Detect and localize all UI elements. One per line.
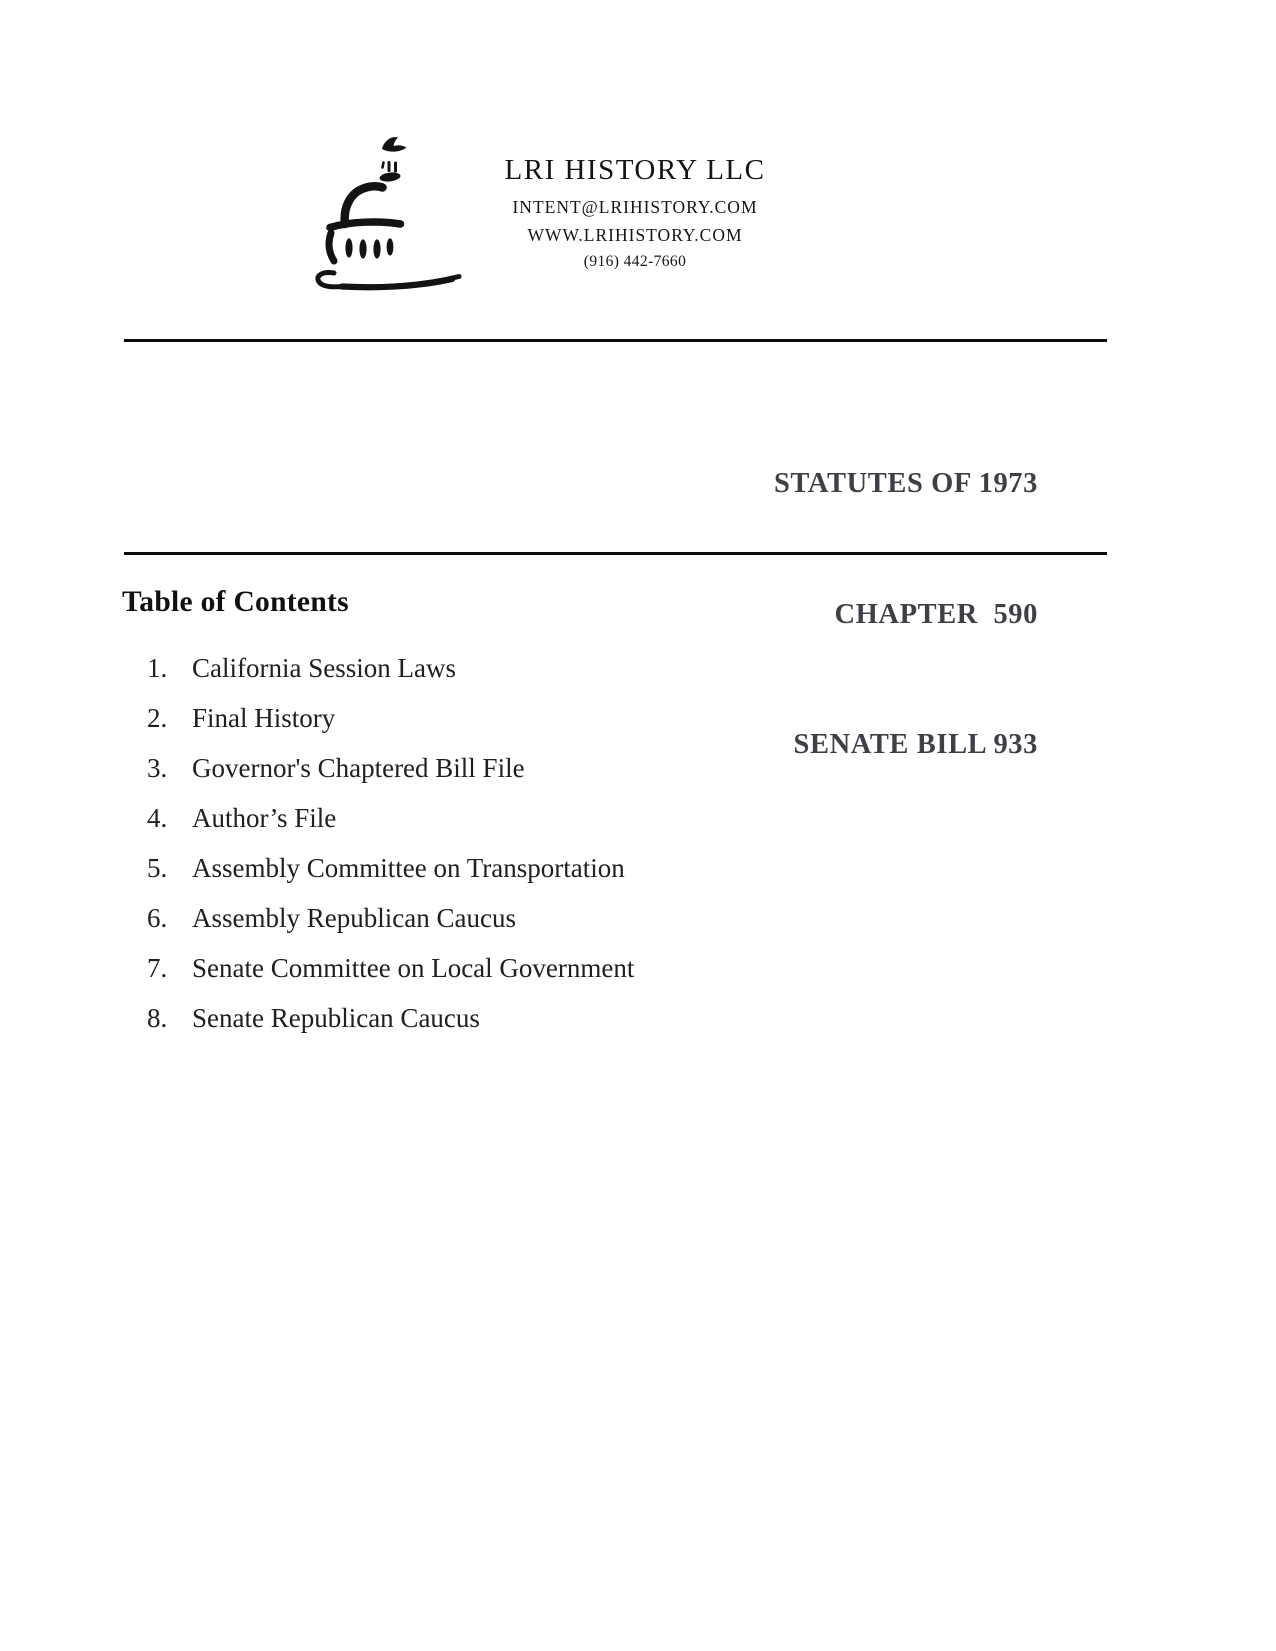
horizontal-rule-top (124, 339, 1107, 342)
toc-item-number: 6. (147, 902, 168, 933)
toc-item (147, 743, 634, 793)
letterhead (455, 154, 815, 271)
toc-item (147, 993, 634, 1043)
bill-reference-block (774, 375, 1038, 854)
senate-bill-line: SENATE BILL 933 (793, 729, 1038, 760)
toc-item (147, 943, 634, 993)
toc-item-label: Assembly Committee on Transportation (192, 852, 625, 883)
toc-item-label: Author’s File (192, 802, 337, 833)
toc-item (147, 843, 634, 893)
company-phone: (916) 442-7660 (583, 253, 687, 270)
chapter-line: CHAPTER 590 (834, 598, 1038, 630)
toc-item-label: Governor's Chaptered Bill File (192, 752, 525, 783)
toc-item (147, 893, 634, 943)
toc-item (147, 693, 634, 743)
toc-item-number: 8. (147, 1002, 168, 1033)
company-name: LRI HISTORY LLC (504, 154, 766, 186)
toc-item (147, 793, 634, 843)
toc-list (147, 643, 634, 1043)
toc-item-number: 2. (147, 702, 168, 733)
toc-item-number: 5. (147, 852, 168, 883)
capitol-dome-sketch (312, 131, 462, 293)
toc-item (147, 643, 634, 693)
company-email: INTENT@LRIHISTORY.COM (512, 197, 758, 217)
toc-item-label: Senate Committee on Local Government (192, 952, 635, 983)
toc-item-label: Senate Republican Caucus (192, 1002, 480, 1033)
capitol-dome-icon (312, 131, 462, 293)
toc-item-number: 1. (147, 652, 168, 683)
toc-item-label: California Session Laws (192, 652, 456, 683)
statutes-line: STATUTES OF 1973 (773, 468, 1038, 499)
toc-item-label: Assembly Republican Caucus (192, 902, 516, 933)
toc-item-label: Final History (192, 702, 336, 733)
toc-item-number: 3. (147, 752, 168, 783)
toc-item-number: 7. (147, 952, 168, 983)
company-website: WWW.LRIHISTORY.COM (527, 225, 743, 245)
toc-item-number: 4. (147, 802, 168, 833)
toc-heading: Table of Contents (122, 586, 349, 618)
